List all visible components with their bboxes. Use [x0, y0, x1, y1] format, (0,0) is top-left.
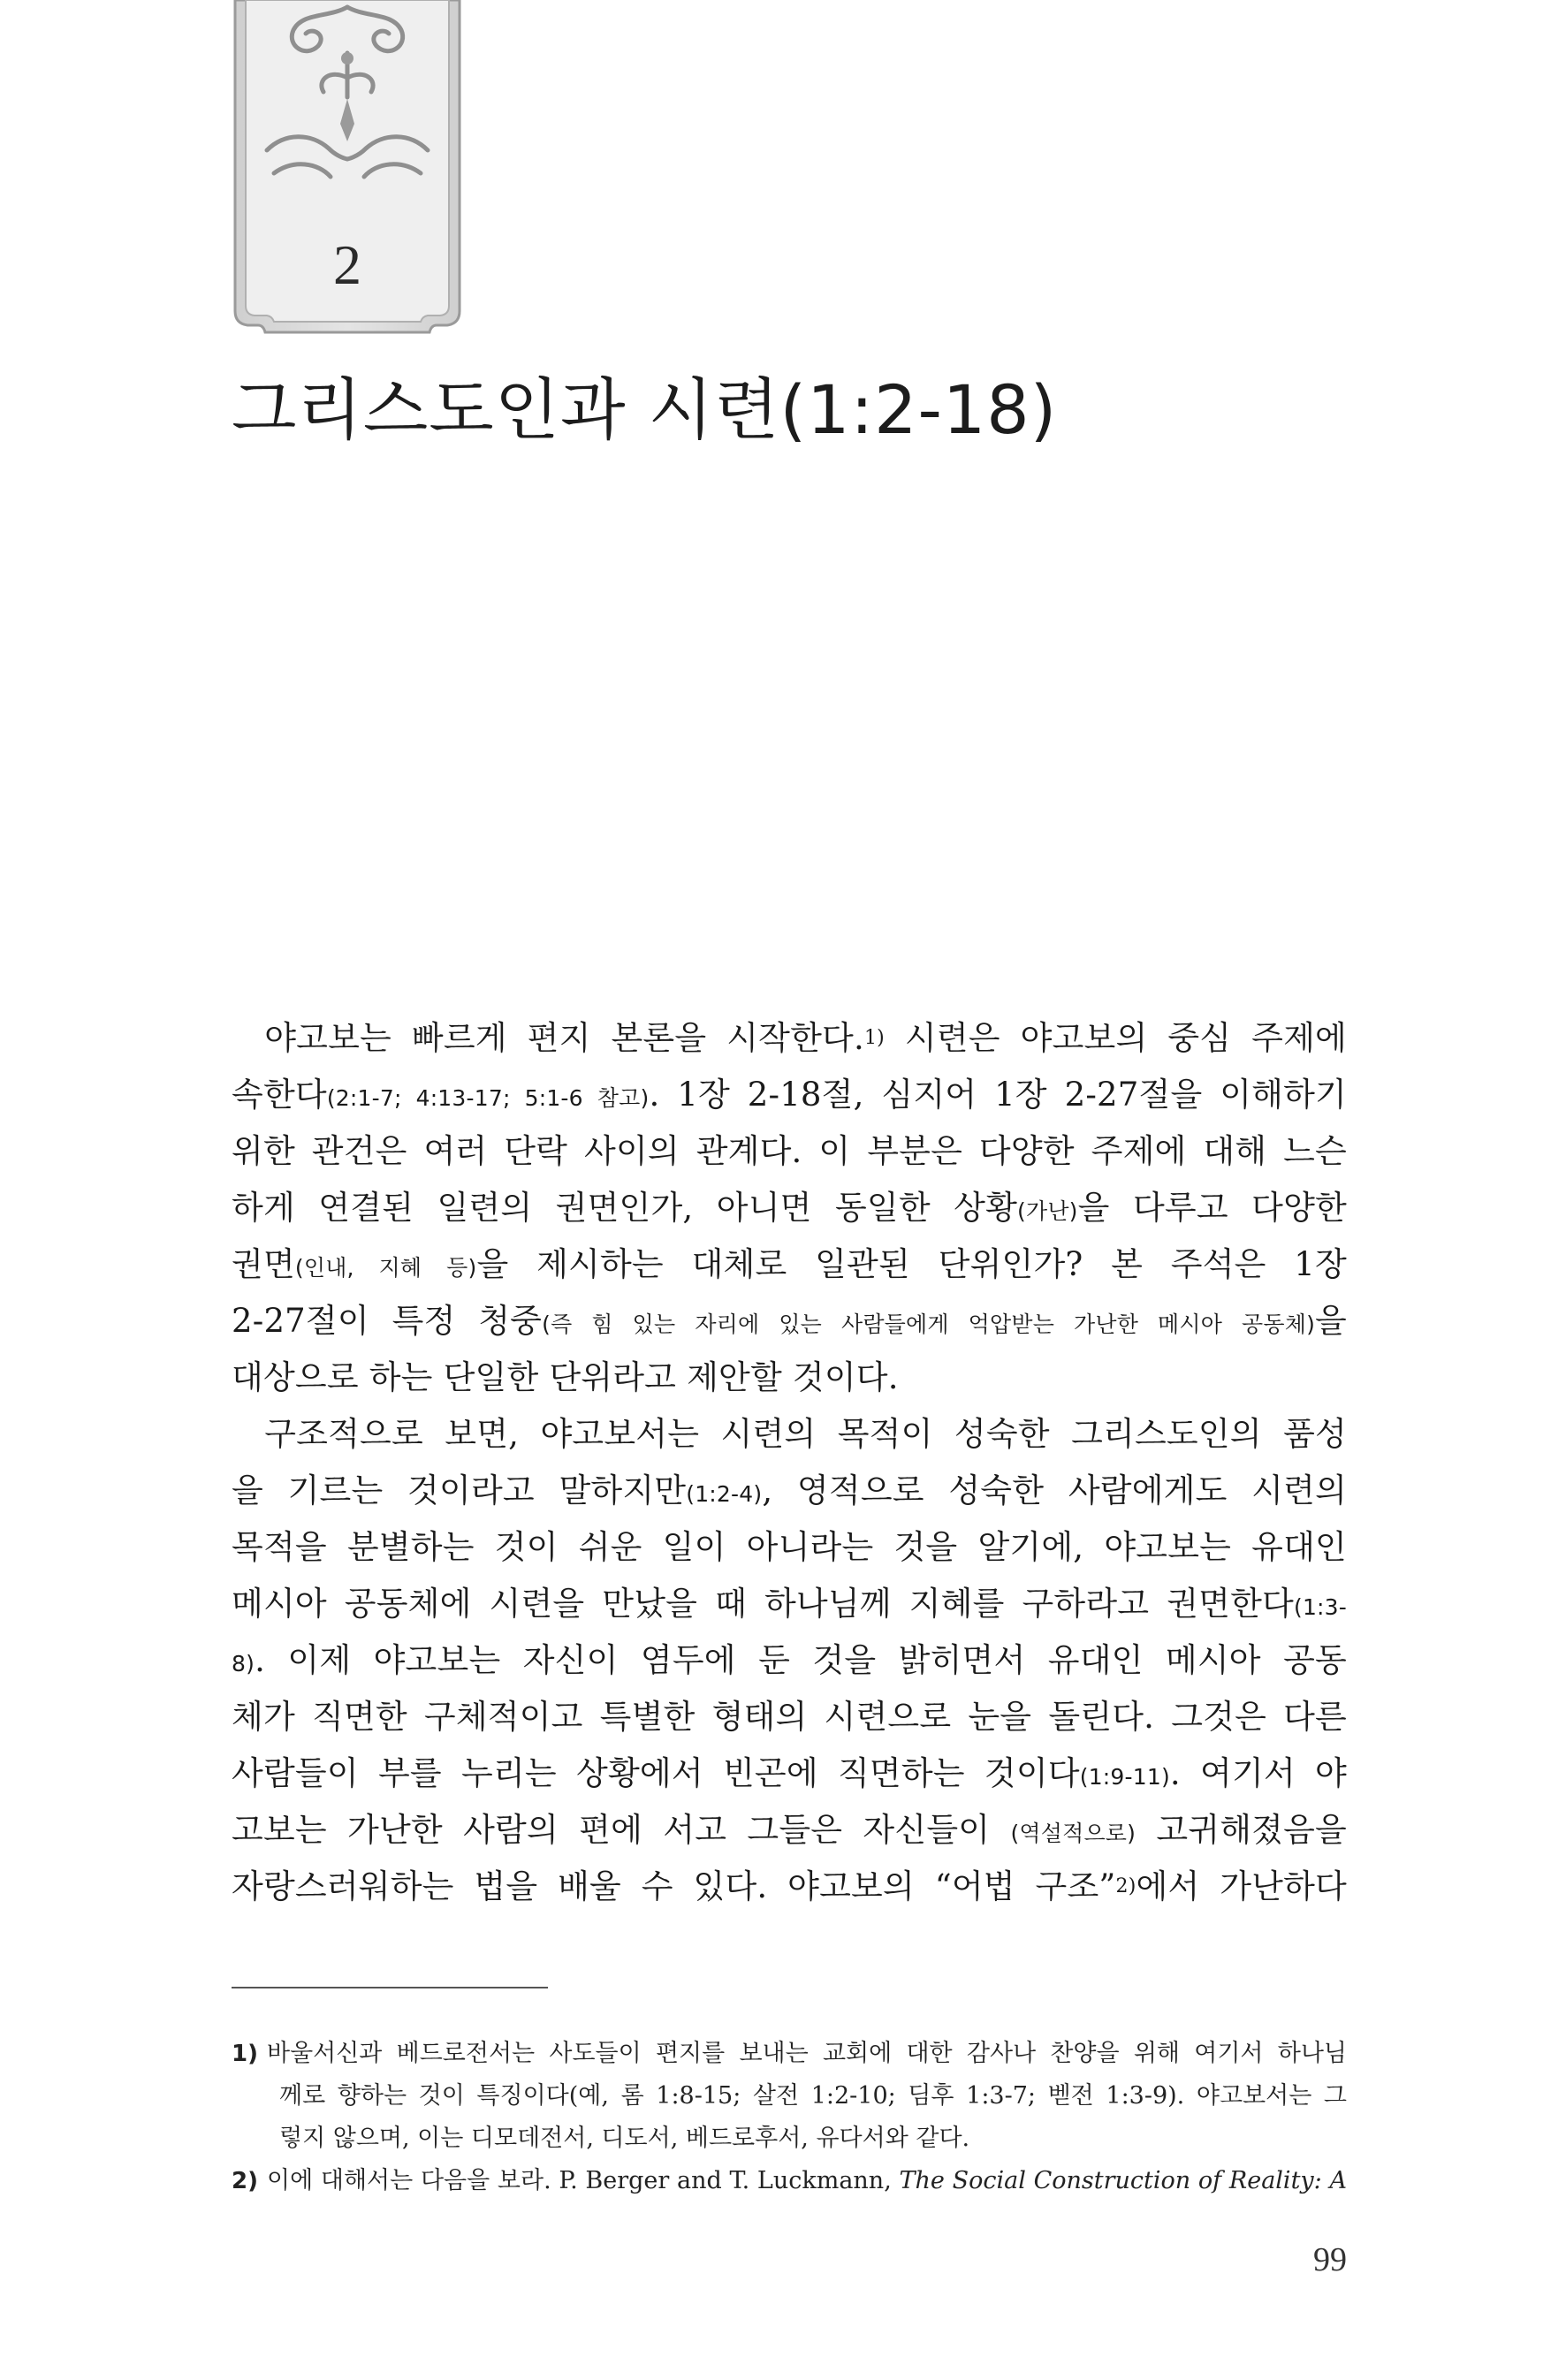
- body-line: 권면(인내, 지혜 등)을 제시하는 대체로 일관된 단위인가? 본 주석은 1장: [232, 1245, 1347, 1283]
- scripture-reference: (1:9-11): [1079, 1764, 1170, 1790]
- footnote-1: 1) 바울서신과 베드로전서는 사도들이 편지를 보내는 교회에 대한 감사나 찬양을 위해 여기서 하나님: [232, 2040, 1347, 2067]
- footnote-ref-1[interactable]: 1): [863, 1027, 885, 1049]
- body-line: 구조적으로 보면, 야고보서는 시련의 목적이 성숙한 그리스도인의 품성: [264, 1415, 1347, 1453]
- body-line: 위한 관건은 여러 단락 사이의 관계다. 이 부분은 다양한 주제에 대해 느슨: [232, 1132, 1347, 1170]
- footnote-number: 1): [232, 2041, 258, 2067]
- body-line: 을 기르는 것이라고 말하지만(1:2-4), 영적으로 성숙한 사람에게도 시련의: [232, 1471, 1348, 1509]
- body-line: 체가 직면한 구체적이고 특별한 형태의 시련으로 눈을 돌린다. 그것은 다른: [232, 1698, 1347, 1736]
- scripture-reference: (1:3-: [1293, 1594, 1347, 1620]
- scripture-reference: (1:2-4): [686, 1481, 763, 1507]
- body-line: 고보는 가난한 사람의 편에 서고 그들은 자신들이 (역설적으로) 고귀해졌음을: [232, 1811, 1347, 1849]
- footnote-ref-2[interactable]: 2): [1115, 1875, 1136, 1897]
- body-line: 자랑스러워하는 법을 배울 수 있다. 야고보의 “어법 구조”$^{2)}$에서 가난하다: [232, 1867, 1347, 1905]
- footnote-1-continued: 께로 향하는 것이 특징이다(예, 롬 1:8-15; 살전 1:2-10; 딤후 1:3-7; 벧전 1:3-9). 야고보서는 그: [279, 2082, 1347, 2110]
- footnote-1-continued: 렇지 않으며, 이는 디모데전서, 디도서, 베드로후서, 유다서와 같다.: [279, 2125, 970, 2152]
- book-title: The Social Construction of Reality: A: [899, 2167, 1348, 2194]
- body-line: 목적을 분별하는 것이 쉬운 일이 아니라는 것을 알기에, 야고보는 유대인: [232, 1528, 1347, 1566]
- body-line: 하게 연결된 일련의 권면인가, 아니면 동일한 상황(가난)을 다루고 다양한: [232, 1189, 1347, 1227]
- chapter-title: 그리스도인과 시련(1:2-18): [232, 370, 1058, 449]
- footnote-2: 2) 이에 대해서는 다음을 보라. P. Berger and T. Luckmann, The Social Construction of Reality: A: [232, 2167, 1348, 2194]
- chapter-number: 2: [333, 233, 361, 296]
- body-line: 8). 이제 야고보는 자신이 염두에 둔 것을 밝히면서 유대인 메시아 공동: [232, 1641, 1347, 1679]
- scripture-reference: (2:1-7; 4:13-17; 5:1-6 참고): [326, 1085, 650, 1111]
- body-text: [232, 1010, 1347, 1915]
- body-line: 2-27절이 특정 청중(즉 힘 있는 자리에 있는 사람들에게 억압받는 가난한 메시아 공동체)을: [232, 1302, 1347, 1340]
- body-line: 대상으로 하는 단일한 단위라고 제안할 것이다.: [232, 1358, 899, 1396]
- page-number: 99: [1313, 2241, 1347, 2278]
- body-line: 메시아 공동체에 시련을 만났을 때 하나님께 지혜를 구하라고 권면한다(1:3-: [232, 1585, 1347, 1623]
- body-line: 속한다(2:1-7; 4:13-17; 5:1-6 참고). 1장 2-18절, 심지어 1장 2-27절을 이해하기: [232, 1076, 1347, 1114]
- body-line: 야고보는 빠르게 편지 본론을 시작한다.$^{1)}$ 시련은 야고보의 중심 주제에: [264, 1019, 1347, 1057]
- footnote-divider: [232, 1987, 548, 1988]
- footnotes: [232, 2033, 1347, 2202]
- footnote-number: 2): [232, 2168, 258, 2194]
- body-line: 사람들이 부를 누리는 상황에서 빈곤에 직면하는 것이다(1:9-11). 여기서 야: [232, 1754, 1348, 1792]
